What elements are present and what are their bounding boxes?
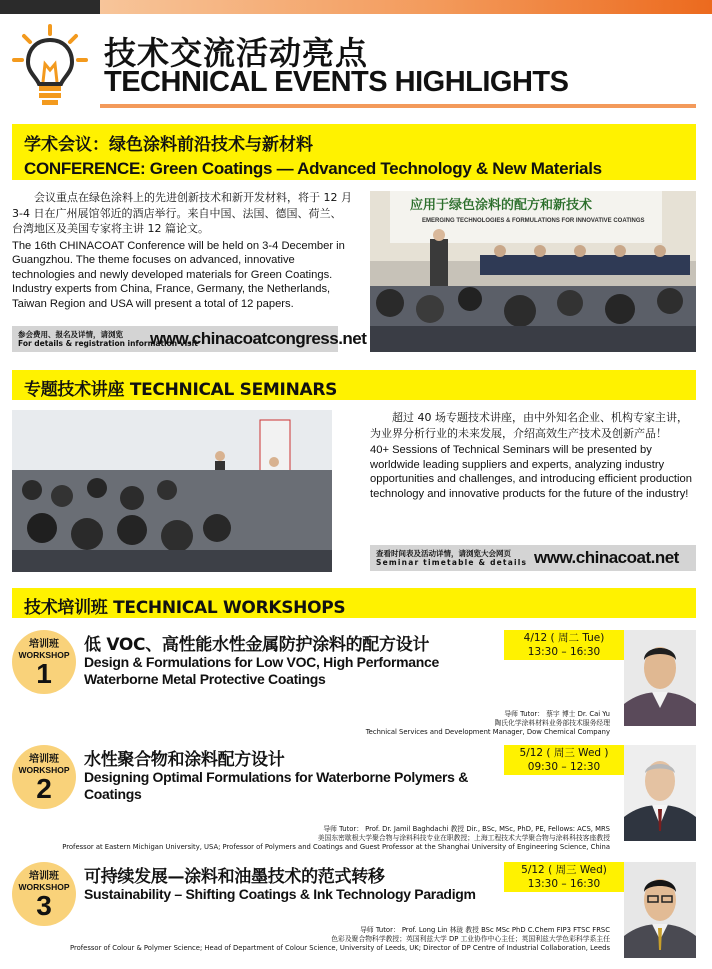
seminars-link-label: 查看时间表及活动详情，请浏览大会网页 Seminar timetable & details: [376, 549, 528, 567]
conference-header-band: [12, 124, 696, 180]
workshop-date: 5/12 ( 周三 Wed): [521, 864, 607, 876]
seminars-desc-zh: 超过 40 场专题技术讲座，由中外知名企业、机构专家主讲，为业界分析行业的未来发展，介绍高效生产技术及创新产品！: [370, 411, 688, 440]
tutor-portrait: [624, 630, 696, 726]
conference-title-en: CONFERENCE: Green Coatings — Advanced Technology & New Materials: [24, 159, 602, 178]
page-title-en: TECHNICAL EVENTS HIGHLIGHTS: [104, 66, 569, 98]
tutor-info: 导师 Tutor： Prof. Long Lin 林珑 教授 BSc MSc PhD C.Chem FIP3 FTSC FRSC 色彩及聚合物科学教授；英国利兹大学 DP 工业协作中心主任；英国利兹大学色彩科学系主任 Professor of Colour & Polymer Science; Head of Department of Colour Science, University of Leeds, UK; Director of DP Centre of Industrial Collaboration, Leeds: [69, 926, 610, 952]
workshops-header-band: [12, 588, 696, 618]
seminars-url-link[interactable]: www.chinacoat.net: [534, 548, 679, 567]
workshop-badge-1: 培训班 WORKSHOP 1: [12, 630, 76, 694]
seminars-header-band: [12, 370, 696, 400]
workshop-badge-2: 培训班 WORKSHOP 2: [12, 745, 76, 809]
photo-screen-text-en: EMERGING TECHNOLOGIES & FORMULATIONS FOR INNOVATIVE COATINGS: [422, 218, 645, 224]
workshop-title-en: Sustainability – Shifting Coatings & Ink Technology Paradigm: [84, 886, 476, 902]
conference-link-label: 参会费用、报名及详情，请浏览 For details & registration information visit: [18, 330, 198, 348]
workshop-date: 4/12 ( 周二 Tue): [523, 632, 605, 644]
seminar-photo: [12, 410, 332, 572]
workshop-time: 13:30 – 16:30: [527, 878, 601, 890]
workshop-item-1: [12, 630, 696, 740]
workshop-item-2: [12, 745, 696, 855]
workshop-badge-3: 培训班 WORKSHOP 3: [12, 862, 76, 926]
workshop-title-en: Designing Optimal Formulations for Waterborne Polymers & Coatings: [84, 769, 469, 802]
workshop-date: 5/12 ( 周三 Wed ): [519, 747, 609, 759]
photo-screen-text-zh: 应用于绿色涂料的配方和新技术: [410, 198, 593, 213]
workshops-title: 技术培训班 TECHNICAL WORKSHOPS: [24, 598, 346, 618]
workshop-title-zh: 可持续发展—涂料和油墨技术的范式转移: [84, 867, 385, 887]
conference-desc-en: The 16th CHINACOAT Conference will be held on 3-4 December in Guangzhou. The theme focuses on advanced, innovative technologies and newly developed materials for Green Coatings. Industry experts from China, France, Germany, the Netherlands, Taiwan Region and USA will present a total of 12 papers.: [12, 239, 345, 310]
page-title-zh: 技术交流活动亮点: [104, 34, 369, 72]
conference-description: [12, 190, 352, 311]
tutor-portrait: [624, 745, 696, 841]
workshop-item-3: [12, 862, 696, 969]
workshop-title-en: Design & Formulations for Low VOC, High Performance Waterborne Metal Protective Coatings: [84, 654, 439, 687]
tutor-info: 导师 Tutor： 蔡宇 博士 Dr. Cai Yu 陶氏化学涂料材料业务部技术服务经理 Technical Services and Development Manager, Dow Chemical Company: [365, 710, 610, 736]
top-decorative-bar: [0, 0, 712, 20]
lightbulb-icon: [12, 22, 88, 112]
seminars-description: [370, 410, 696, 501]
title-divider: [100, 104, 696, 108]
conference-photo: [370, 191, 696, 352]
seminars-link-box[interactable]: [370, 545, 696, 571]
seminars-title: 专题技术讲座 TECHNICAL SEMINARS: [24, 380, 338, 400]
workshop-date-box: [504, 745, 624, 775]
seminars-desc-en: 40+ Sessions of Technical Seminars will be presented by worldwide leading suppliers and experts, analyzing industry opportunities and challenges, and introducing efficient production technology and innovative products for the future of the industry!: [370, 444, 692, 500]
workshop-date-box: [504, 630, 624, 660]
workshop-time: 09:30 – 12:30: [527, 761, 601, 773]
conference-title-zh: 学术会议：绿色涂料前沿技术与新材料: [24, 135, 313, 155]
workshop-title-zh: 水性聚合物和涂料配方设计: [84, 750, 285, 770]
conference-desc-zh: 会议重点在绿色涂料上的先进创新技术和新开发材料，将于 12 月 3-4 日在广州展馆邻近的酒店举行。来自中国、法国、德国、荷兰、台湾地区及美国专家将主讲 12 篇论文。: [12, 191, 352, 235]
conference-link-box[interactable]: [12, 326, 367, 352]
conference-url-link[interactable]: www.chinacoatcongress.net: [150, 329, 367, 348]
tutor-info: 导师 Tutor： Prof. Dr. Jamil Baghdachi 教授 Dir., BSc, MSc, PhD, PE, Fellows: ACS, MRS 美国东密歇根大学聚合物与涂料科技专业在职教授；上海工程技术大学聚合物与涂料科技客座教授 Professor at Eastern Michigan University, USA; Professor of Polymers and Coatings and Guest Professor at the Shanghai University of Engineering Science, China: [62, 825, 610, 851]
workshop-time: 13:30 – 16:30: [527, 646, 601, 658]
workshop-date-box: [504, 862, 624, 892]
tutor-portrait: [624, 862, 696, 958]
workshop-title-zh: 低 VOC、高性能水性金属防护涂料的配方设计: [84, 635, 430, 655]
